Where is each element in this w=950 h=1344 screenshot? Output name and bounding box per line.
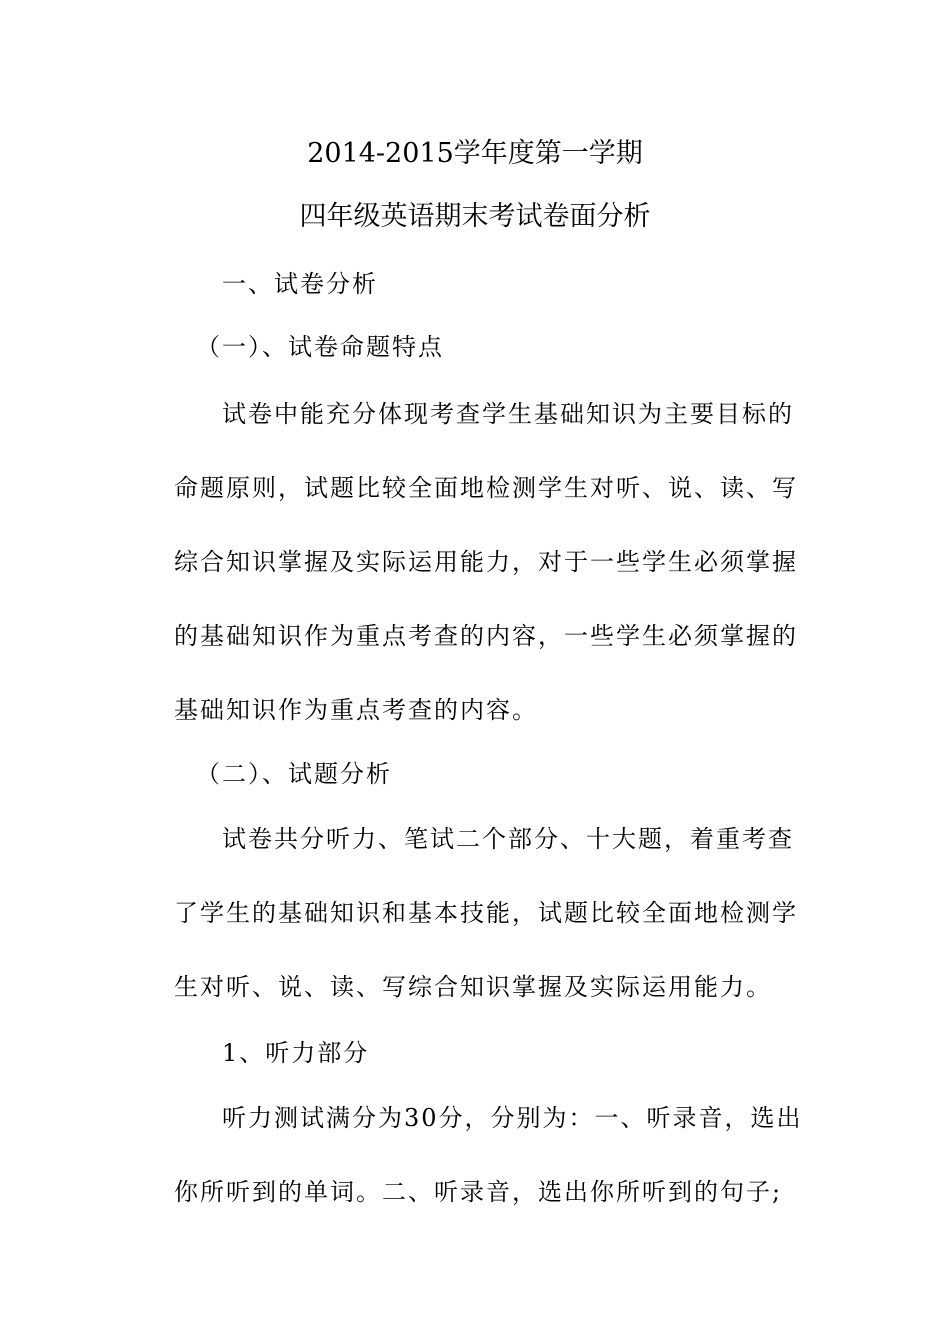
item-heading: 1、听力部分 xyxy=(222,1039,370,1067)
section-heading: 一、试卷分析 xyxy=(222,270,378,298)
paragraph-line: 生对听、说、读、写综合知识掌握及实际运用能力。 xyxy=(174,973,772,1001)
paragraph-line: 你所听到的单词。二、听录音，选出你所听到的句子; xyxy=(174,1178,783,1206)
paragraph-line: 基础知识作为重点考查的内容。 xyxy=(174,696,538,724)
paragraph-line: 综合知识掌握及实际运用能力，对于一些学生必须掌握 xyxy=(174,548,798,576)
paragraph-line: 了学生的基础知识和基本技能，试题比较全面地检测学 xyxy=(174,899,798,927)
paragraph-line: 的基础知识作为重点考查的内容，一些学生必须掌握的 xyxy=(174,622,798,650)
paragraph-line: 听力测试满分为30分，分别为：一、听录音，选出 xyxy=(222,1104,803,1132)
paragraph-line: 试卷中能充分体现考查学生基础知识为主要目标的 xyxy=(222,400,794,428)
title-line-2: 四年级英语期末考试卷面分析 xyxy=(299,201,651,232)
paragraph-line: 命题原则，试题比较全面地检测学生对听、说、读、写 xyxy=(174,474,798,502)
subsection-heading-2: （二）、试题分析 xyxy=(196,760,392,788)
title-line-1: 2014-2015学年度第一学期 xyxy=(307,138,643,169)
subsection-heading-1: （一）、试卷命题特点 xyxy=(196,333,444,361)
paragraph-line: 试卷共分听力、笔试二个部分、十大题，着重考查 xyxy=(222,825,794,853)
